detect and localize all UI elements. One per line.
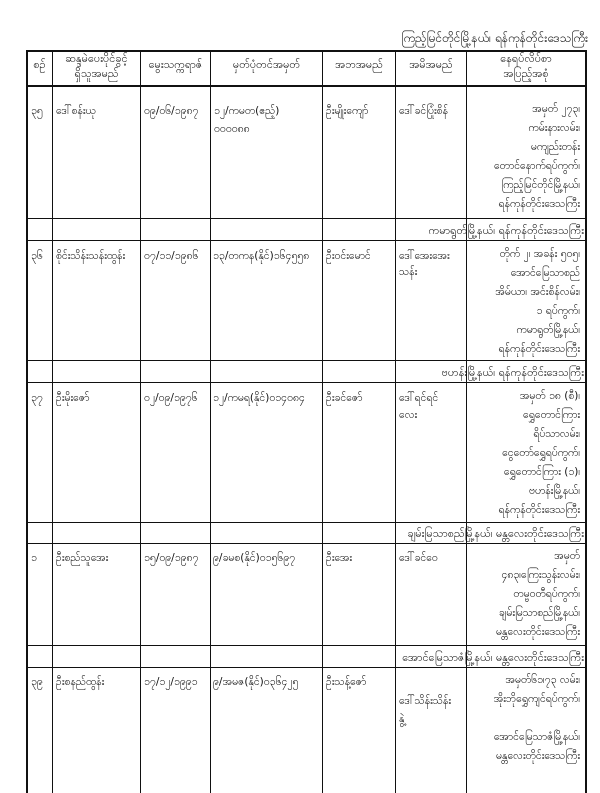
row-dob: ၁၅/၀၉/၁၉၈၇ (144, 552, 199, 564)
address-line: မန္တလေးတိုင်းဒေသကြီး (496, 626, 580, 638)
section-rule (26, 667, 586, 668)
address-line: တမ္ဗဝတီရပ်ကွက်၊ (513, 588, 580, 600)
section-rule (26, 382, 586, 383)
address-line: ချမ်းမြသာစည်မြို့နယ်၊ (498, 607, 580, 619)
row-divider (26, 360, 586, 361)
row-mother-line2: နွဲ့ (399, 713, 405, 725)
col-divider (466, 50, 467, 793)
row-mother: ဒေါ်သိန်းသိန်း (399, 695, 452, 707)
section-header: အောင်မြေသာဇံမြို့နယ်၊ မန္တလေးတိုင်းဒေသကြီး (402, 651, 584, 664)
address-line: ၁ ရပ်ကွက်၊ (536, 305, 580, 317)
address-line: ၄၈၃၊ကြေးသွန်းလမ်း၊ (501, 569, 580, 581)
header-no: စဉ် (33, 58, 46, 71)
address-line: ကမ်းနားလမ်း၊ (528, 122, 580, 134)
row-address (498, 387, 580, 520)
row-dob: ၀၂/၀၉/၁၉၇၆ (144, 392, 198, 404)
row-nrc-line2: ၀၀၀၀၈၈ (214, 123, 250, 135)
row-no: ၃၆ (31, 250, 43, 262)
row-divider (26, 218, 586, 219)
row-name: ဦးစည်သူအေး (56, 552, 109, 564)
row-divider (26, 645, 586, 646)
header-owner-line1: ဆန္ဒမဲပေးပိုင်ခွင့် (65, 52, 128, 65)
row-name: ဦးစနည်ထွန်း (56, 676, 105, 688)
col-divider (322, 50, 323, 793)
address-line: ရိပ်သာလမ်း၊ (533, 428, 580, 440)
address-line: အမှတ် ၁၈ (စီ)၊ (519, 390, 580, 402)
row-address (496, 547, 580, 642)
address-line: အိုးဘိုရွှေကျင်ရပ်ကွက်၊ (493, 693, 580, 705)
header-address-line1: နေရပ်လိပ်စာ (500, 52, 552, 65)
row-dob: ၁၇/၁၂/၁၉၉၁ (144, 676, 198, 688)
row-name: ဒေါ်စန်းယု (56, 105, 96, 117)
row-divider (26, 522, 586, 523)
header-owner-line2: ရှိသူအမည် (74, 67, 119, 80)
row-address (494, 671, 580, 766)
row-nrc: ၁၂/ကမရ(နိုင်)၀၁၄၀၈၄ (213, 392, 305, 404)
row-mother: ဒေါ်အေးအေး (399, 250, 450, 262)
address-line: ရွှေတောင်ကြား (522, 409, 580, 421)
page-region-header: ကြည့်မြင်တိုင်မြို့နယ်၊ ရန်ကုန်တိုင်းဒေသကြီး (401, 31, 588, 45)
row-nrc: ၁၃/တကန(နိုင်)၁၆၄၅၅၈ (213, 250, 310, 262)
section-rule (26, 240, 586, 241)
table-border-left (26, 50, 28, 793)
address-spacer (494, 709, 580, 728)
col-divider (395, 50, 396, 793)
header-bottom-rule (26, 85, 586, 87)
address-line: ကမာရွတ်မြို့နယ်၊ (516, 324, 580, 336)
section-header: ချမ်းမြသာစည်မြို့နယ်၊ မန္တလေးတိုင်းဒေသကြီး (407, 527, 584, 540)
col-divider (140, 50, 141, 793)
row-mother: ဒေါ်ရင်ရင် (399, 392, 439, 404)
section-rule (26, 543, 586, 544)
row-dob: ၀၉/၀၆/၁၉၈၇ (144, 105, 199, 117)
row-nrc: ၉/အမဇ(နိုင်)၀၃၆၄၂၅ (213, 676, 299, 688)
row-no: ၃၅ (31, 105, 43, 117)
row-father: ဦးမျိုးကျော် (326, 105, 369, 117)
table-border-right (585, 50, 587, 793)
address-line: ငွေတော်ရွှေရပ်ကွက်၊ (502, 447, 580, 459)
address-line: ဗဟန်းမြို့နယ်၊ (528, 485, 580, 497)
row-no: ၃၇ (31, 392, 43, 404)
address-line: ရန်ကုန်တိုင်းဒေသကြီး (498, 198, 580, 210)
address-line: အမှတ်၆၁၊၇၃ လမ်း၊ (505, 674, 580, 686)
row-name: စိုင်းသိန်းသန်းထွန်း (56, 250, 126, 262)
address-line: မကျည်းတန်း (530, 141, 580, 153)
row-dob: ၀၇/၁၁/၁၉၈၆ (144, 250, 199, 262)
row-address (494, 100, 580, 214)
header-nrc: မှတ်ပုံတင်အမှတ် (232, 58, 301, 71)
address-line: မန္တလေးတိုင်းဒေသကြီး (496, 750, 580, 762)
address-line: အောင်မြေသာစည် (510, 267, 580, 279)
header-address-line2: အပြည့်အစုံ (503, 67, 549, 80)
row-father: ဦးဝင်းမောင် (326, 250, 371, 262)
address-line: အောင်မြေသာဇံမြို့နယ်၊ (493, 731, 580, 743)
address-line: ရန်ကုန်တိုင်းဒေသကြီး (498, 343, 580, 355)
row-nrc: ၁၂/ကမတ(ဧည့်) (214, 105, 280, 117)
address-line: အမှတ် ၂၇၃၊ (532, 103, 580, 115)
address-line: အိမ်ယာ၊ အင်းစိန်လမ်း၊ (495, 286, 580, 298)
row-mother: ဒေါ်ခင်ဝေ (399, 552, 438, 564)
address-line: တောင်နောက်ရပ်ကွက်၊ (493, 160, 580, 172)
row-father: ဦးသန့်ဇော် (326, 676, 367, 688)
address-line: ကြည့်မြင်တိုင်မြို့နယ်၊ (501, 179, 580, 191)
section-header: ဗဟန်းမြို့နယ်၊ ရန်ကုန်တိုင်းဒေသကြီး (441, 366, 584, 379)
header-mother: အမိအမည် (409, 58, 453, 71)
row-mother-line2: လေး (399, 409, 418, 421)
section-header: ကမာရွတ်မြို့နယ်၊ ရန်ကုန်တိုင်းဒေသကြီး (428, 224, 584, 237)
row-address (495, 245, 580, 359)
header-father: အဘအမည် (335, 58, 383, 71)
col-divider (210, 50, 211, 793)
col-divider (52, 50, 53, 793)
address-line: အမှတ် (554, 550, 580, 562)
row-father: ဦးအေး (326, 552, 353, 564)
address-line: ရန်ကုန်တိုင်းဒေသကြီး (498, 504, 580, 516)
row-no: ၃၉ (31, 676, 43, 688)
row-name: ဦးမိုးဇော် (56, 392, 90, 404)
row-father: ဦးခင်ဇော် (326, 392, 363, 404)
row-mother-line2: သန်း (399, 266, 418, 278)
address-line: ရွှေတောင်ကြား (၁)၊ (503, 466, 580, 478)
address-line: တိုက် ၂၊ အခန်း ၅၀၅၊ (499, 248, 580, 260)
header-dob: မွေးသက္ကရာဇ် (148, 58, 203, 71)
row-mother: ဒေါ်ခင်ပြုံးစိန် (399, 105, 448, 117)
row-no: ၁ (31, 552, 37, 564)
row-nrc: ၉/ခမစ(နိုင်)၀၁၅၆၉၇ (213, 552, 296, 564)
